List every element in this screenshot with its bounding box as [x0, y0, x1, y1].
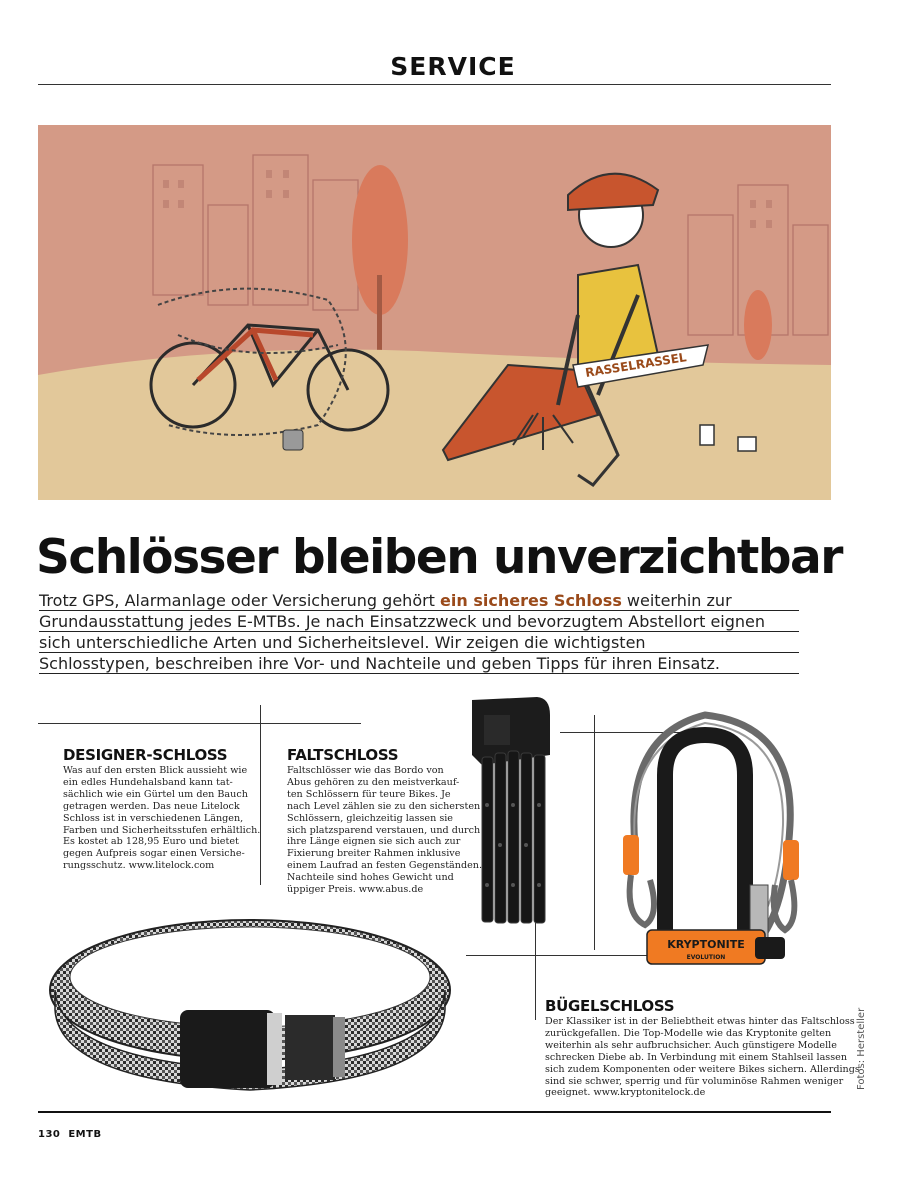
designer-lock-image — [45, 905, 455, 1100]
intro-text — [39, 591, 799, 675]
designer-title: DESIGNER-SCHLOSS — [63, 746, 228, 764]
folding-body: Faltschlösser wie das Bordo von Abus gehören zu den meistverkauf- ten Schlössern für teure Bikes. Je nach Level zählen sie zu den sichersten Schlössern, gleichzeitig lassen sie sich platzsparend verstauen, und durch ihre Länge eignen sie sich auch zur Fixierung breiter Rahmen inklusive einem Laufrad an festen Gegenständen. Nachteile sind hohes Gewicht und üppiger Preis. www.abus.de — [287, 765, 482, 896]
intro-line-3: sich unterschiedliche Arten und Sicherheitslevel. Wir zeigen die wichtigsten — [39, 633, 799, 653]
ulock-left-rule — [535, 915, 536, 1020]
ulock-vertical-rule — [594, 715, 595, 950]
ulock-image — [605, 705, 820, 975]
ulock-body: Der Klassiker ist in der Beliebtheit etwas hinter das Faltschloss zurückgefallen. Die Top-Modelle wie das Kryptonite gelten weiterhin als sehr aufbruchsicher. Auch günstigere Modelle schrecken Diebe ab. In Verbindung mit einem Stahlseil lassen sich zudem Komponenten oder weitere Bikes sichern. Allerdings sind sie schwer, sperrig und für voluminöse Rahmen weniger geeignet. www.kryptonitelock.de — [545, 1016, 860, 1099]
hero-illustration — [38, 125, 831, 500]
section-title: SERVICE — [390, 52, 516, 81]
footer — [38, 1129, 102, 1140]
folding-title: FALTSCHLOSS — [287, 746, 399, 764]
photo-credit: Fotos: Hersteller — [856, 1007, 867, 1090]
magazine-name: EMTB — [68, 1129, 102, 1140]
page-number: 130 — [38, 1129, 61, 1140]
intro-line-1b: weiterhin zur — [621, 591, 732, 610]
kryptonite-model-label: EVOLUTION — [686, 954, 726, 961]
ulock-title: BÜGELSCHLOSS — [545, 997, 675, 1015]
designer-top-rule — [38, 723, 361, 724]
designer-body: Was auf den ersten Blick aussieht wie ein edles Hundehalsband kann tat- sächlich wie ein Gürtel um den Bauch getragen werden. Das neue Litelock Schloss ist in verschiedenen Längen, Farben und Sicherheitsstufen erhältlich. Es kostet ab 128,95 Euro und bietet gegen Aufpreis sogar einen Versiche- rungsschutz. www.litelock.com — [63, 765, 261, 872]
intro-line-4: Schlosstypen, beschreiben ihre Vor- und Nachteile und geben Tipps für ihren Einsatz. — [39, 654, 799, 674]
headline: Schlösser bleiben unverzichtbar — [36, 530, 842, 585]
footer-rule — [38, 1111, 831, 1113]
intro-line-1a: Trotz GPS, Alarmanlage oder Versicherung gehört — [39, 591, 441, 610]
kryptonite-brand-label: KRYPTONITE — [667, 938, 745, 951]
intro-line-2: Grundausstattung jedes E-MTBs. Je nach Einsatzzweck und bevorzugtem Abstellort eignen — [39, 612, 799, 632]
intro-highlight: ein sicheres Schloss — [440, 591, 622, 610]
hero-sign-text: RASSELRASSEL — [584, 350, 688, 380]
header-rule — [38, 84, 831, 85]
folding-lock-image — [462, 695, 562, 930]
